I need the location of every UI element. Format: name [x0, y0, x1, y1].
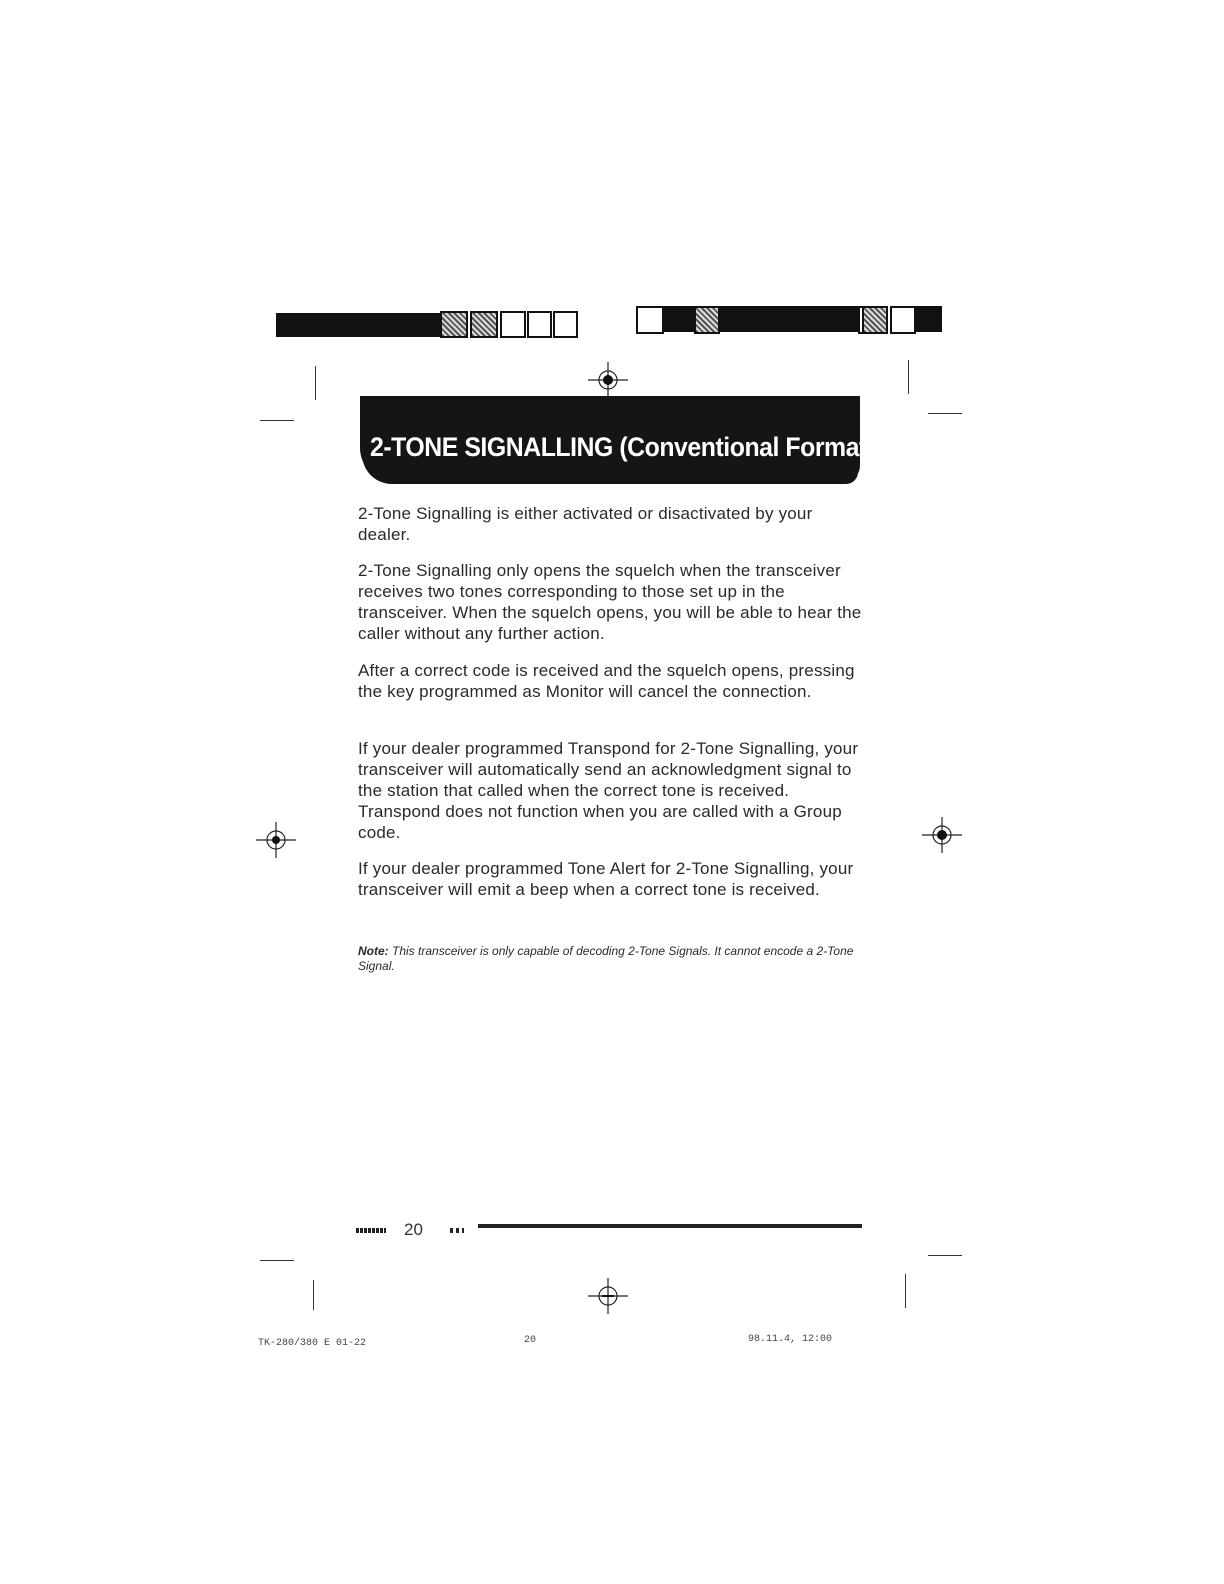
- page-title: 2-TONE SIGNALLING (Conventional Format): [370, 432, 875, 462]
- crop-mark: [315, 366, 316, 400]
- registration-target-icon: [588, 1276, 628, 1316]
- crop-mark: [313, 1280, 314, 1310]
- crop-mark: [928, 413, 962, 414]
- paragraph: If your dealer programmed Transpond for 2-Tone Signalling, your transceiver will automatically send an acknowledgment signal to the station that called when the correct tone is received. Transpond does not function when you are called with a Group code.: [358, 739, 859, 842]
- footer-mark-left: [356, 1228, 386, 1233]
- crop-mark: [908, 360, 909, 394]
- crop-mark: [260, 1260, 294, 1261]
- crop-mark: [905, 1274, 906, 1308]
- registration-target-icon: [922, 815, 962, 855]
- footer-page: 20: [524, 1335, 537, 1346]
- note-text: This transceiver is only capable of decoding 2-Tone Signals. It cannot encode a 2-Tone Signal.: [358, 944, 854, 973]
- footer-file-id: TK-280/380 E 01-22: [258, 1338, 367, 1349]
- crop-mark: [928, 1255, 962, 1256]
- paragraph: After a correct code is received and the squelch opens, pressing the key programmed as Monitor will cancel the connection.: [358, 661, 855, 701]
- note: [358, 944, 858, 974]
- crop-mark: [260, 420, 294, 421]
- footer-timestamp: 98.11.4, 12:00: [748, 1334, 833, 1345]
- footer-mark-mid: [450, 1228, 464, 1233]
- page-number: 20: [404, 1220, 423, 1239]
- paragraph: 2-Tone Signalling only opens the squelch when the transceiver receives two tones corresponding to those set up in the transceiver. When the squelch opens, you will be able to hear the caller without any further action.: [358, 561, 862, 643]
- footer-rule: [478, 1222, 862, 1230]
- note-label: Note:: [358, 944, 389, 958]
- registration-target-icon: [256, 820, 296, 860]
- paragraph: 2-Tone Signalling is either activated or disactivated by your dealer.: [358, 504, 813, 544]
- registration-target-icon: [588, 360, 628, 400]
- paragraph: If your dealer programmed Tone Alert for 2-Tone Signalling, your transceiver will emit a beep when a correct tone is received.: [358, 859, 854, 899]
